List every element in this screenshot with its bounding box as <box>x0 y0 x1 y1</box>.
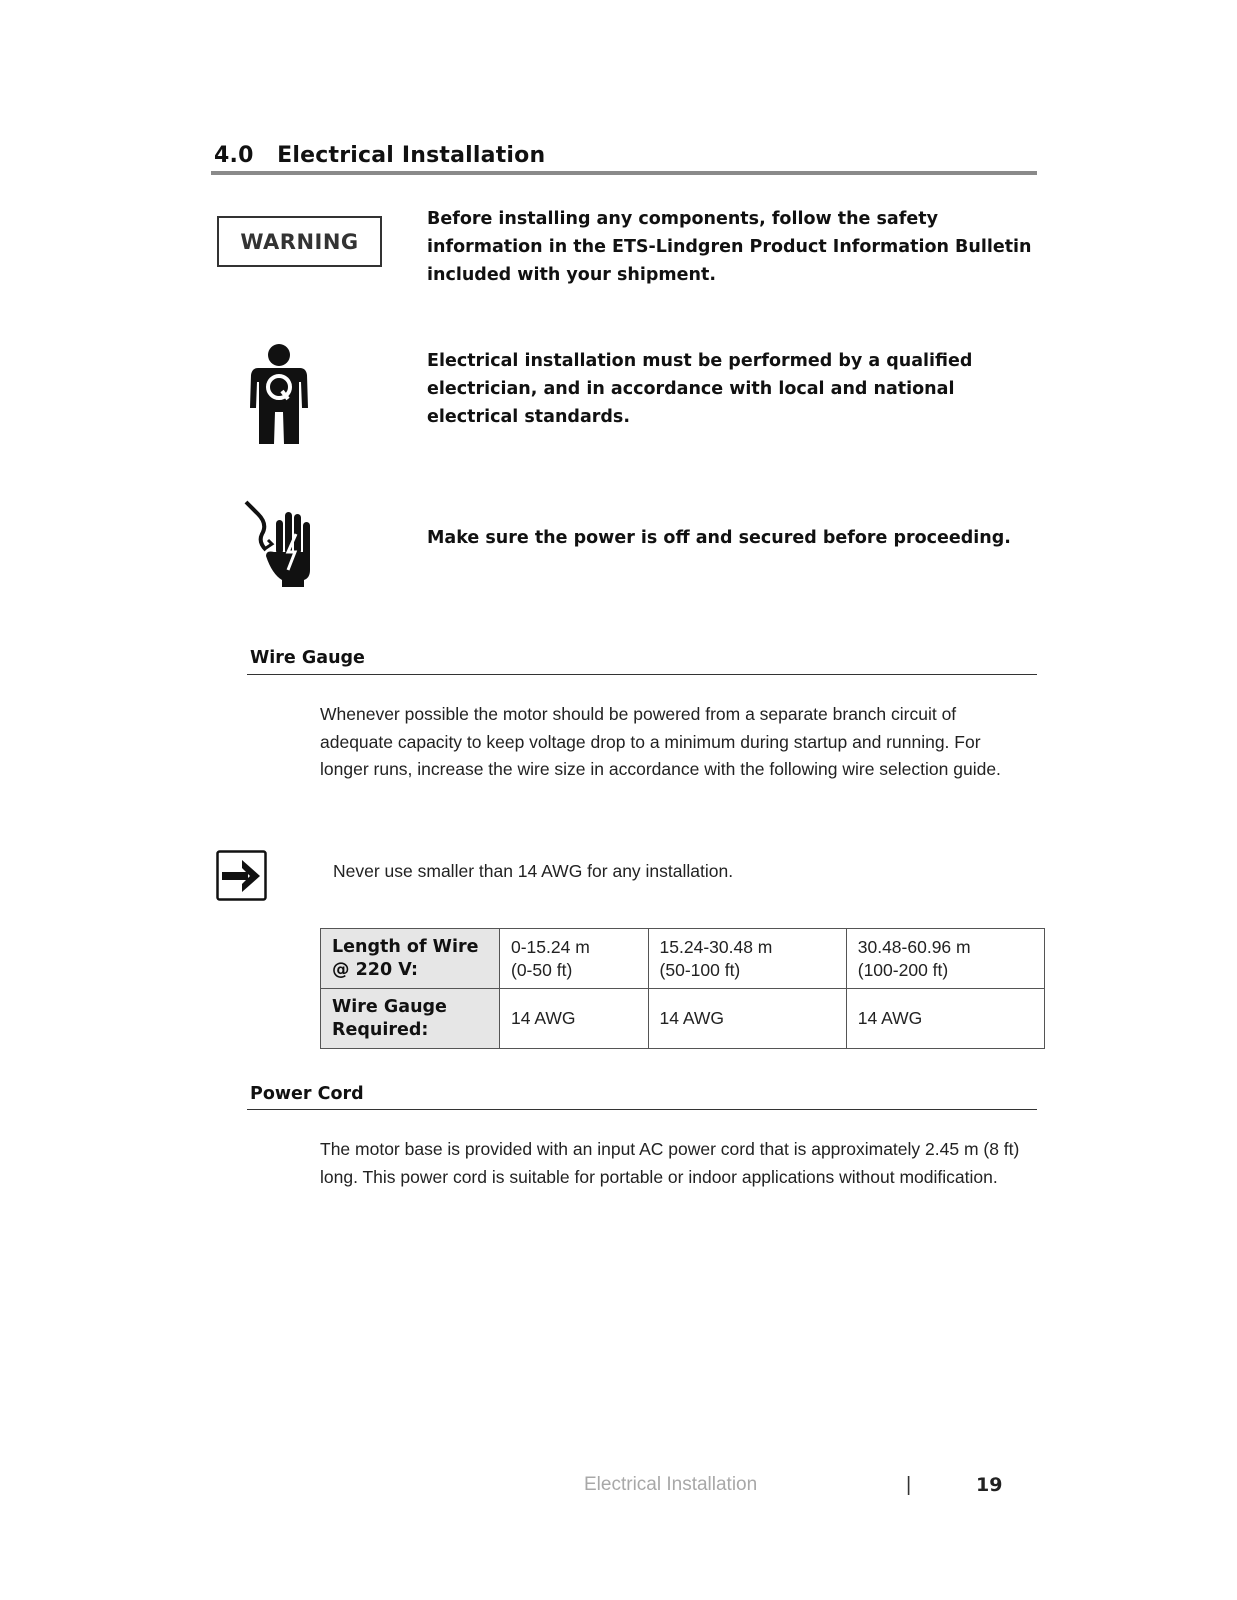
qualified-person-icon <box>248 342 310 446</box>
table-cell: 14 AWG <box>500 989 649 1049</box>
power-cord-heading: Power Cord <box>250 1084 364 1104</box>
table-row-header: Wire Gauge Required: <box>321 989 500 1049</box>
footer-section-label: Electrical Installation <box>584 1474 758 1495</box>
warning-label: WARNING <box>217 216 382 267</box>
table-cell: 14 AWG <box>846 989 1044 1049</box>
table-cell: 15.24-30.48 m (50-100 ft) <box>648 929 846 989</box>
table-cell: 30.48-60.96 m (100-200 ft) <box>846 929 1044 989</box>
section-divider <box>211 171 1037 175</box>
wire-gauge-table <box>320 928 1045 1049</box>
electrical-hazard-hand-icon <box>244 500 316 588</box>
wire-gauge-divider <box>247 674 1037 675</box>
note-text: Never use smaller than 14 AWG for any installation. <box>333 861 734 881</box>
table-cell: 14 AWG <box>648 989 846 1049</box>
qualified-notice-text: Electrical installation must be performed by a qualified electrician, and in accordance with local and national electrical standards. <box>427 351 973 427</box>
wire-gauge-heading: Wire Gauge <box>250 648 365 668</box>
power-off-notice-text: Make sure the power is off and secured before proceeding. <box>427 528 1011 548</box>
section-title: 4.0 Electrical Installation <box>214 143 546 168</box>
warning-notice-text: Before installing any components, follow the safety information in the ETS-Lindgren Product Information Bulletin included with your shipment. <box>427 209 1032 285</box>
power-cord-paragraph: The motor base is provided with an input AC power cord that is approximately 2.45 m (8 ft) long. This power cord is suitable for portable or indoor applications without modification. <box>320 1139 1020 1187</box>
footer-separator: | <box>906 1474 912 1496</box>
note-arrow-icon <box>216 850 268 902</box>
page-number: 19 <box>976 1474 1003 1496</box>
table-cell: 0-15.24 m (0-50 ft) <box>500 929 649 989</box>
table-row <box>321 929 1045 989</box>
wire-gauge-paragraph: Whenever possible the motor should be powered from a separate branch circuit of adequate capacity to keep voltage drop to a minimum during startup and running. For longer runs, increase the wire size in accordance with the following wire selection guide. <box>320 704 1001 779</box>
power-cord-divider <box>247 1109 1037 1110</box>
table-row <box>321 989 1045 1049</box>
table-row-header: Length of Wire @ 220 V: <box>321 929 500 989</box>
